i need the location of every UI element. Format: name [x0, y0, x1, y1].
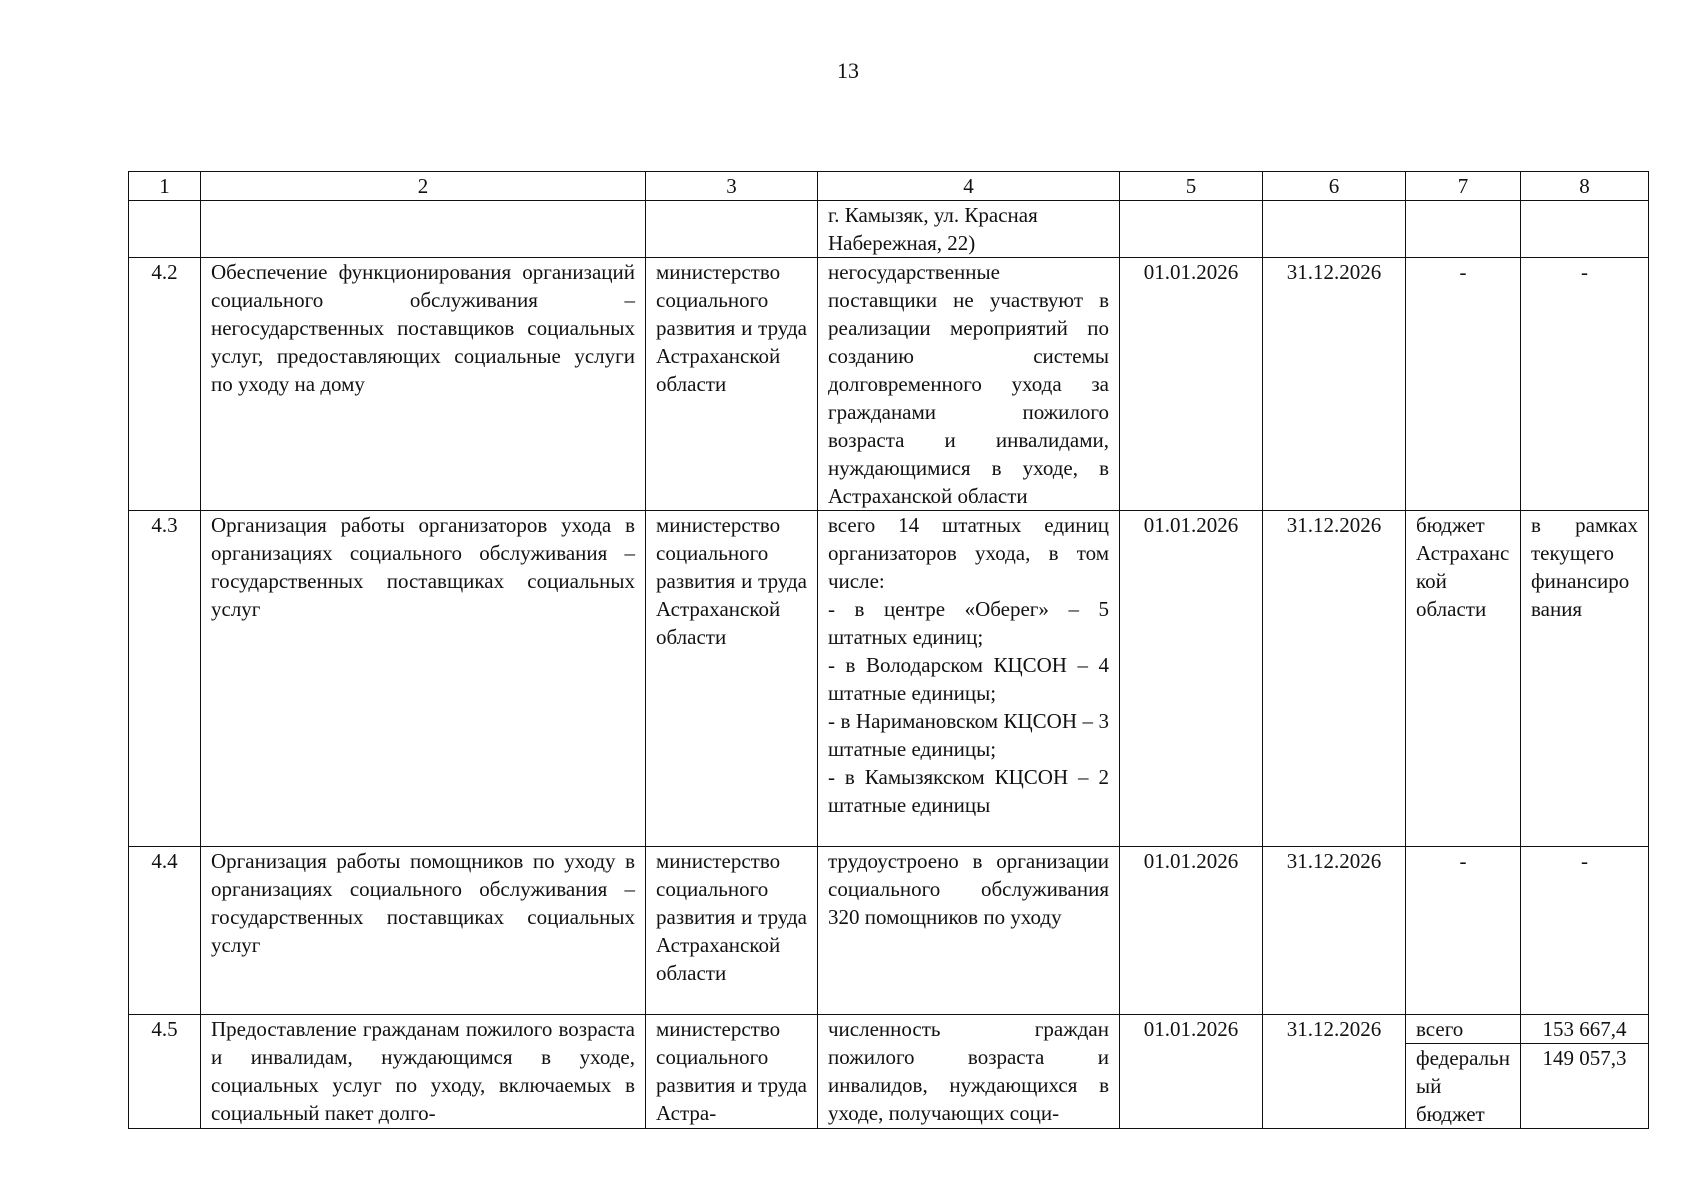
- row-number: 4.2: [129, 258, 201, 511]
- header-cell: 2: [201, 172, 646, 201]
- result-line: - в Наримановском КЦСОН – 3 штатные единицы;: [828, 709, 1109, 761]
- header-cell: 5: [1120, 172, 1263, 201]
- end-date: 31.12.2026: [1263, 258, 1406, 511]
- funding-source: [1406, 1015, 1521, 1129]
- funding-amount: -: [1521, 847, 1649, 1015]
- funding-amount: -: [1521, 258, 1649, 511]
- table-header-row: [129, 172, 1649, 201]
- result-line: - в центре «Оберег» – 5 штатных единиц;: [828, 597, 1109, 649]
- executor: министерство социального развития и труда Астра-: [646, 1015, 818, 1129]
- funding-amount: в рамках текущего финансирования: [1521, 511, 1649, 847]
- funding-source: бюджет Астраханской области: [1406, 511, 1521, 847]
- funding-source: [1406, 201, 1521, 258]
- table-row: [129, 258, 1649, 511]
- expected-result: негосударственные поставщики не участвуют в реализации мероприятий по созданию системы долговременного ухода за гражданами пожилого возраста и инвалидами, нуждающимися в уходе, в Астраханской области: [818, 258, 1120, 511]
- table-row: [129, 201, 1649, 258]
- executor: министерство социального развития и труда Астраханской области: [646, 847, 818, 1015]
- funding-amount: [1521, 201, 1649, 258]
- header-cell: 7: [1406, 172, 1521, 201]
- measure-name: Организация работы помощников по уходу в организациях социального обслуживания – государственных поставщиках социальных услуг: [201, 847, 646, 1015]
- header-cell: 3: [646, 172, 818, 201]
- start-date: 01.01.2026: [1120, 1015, 1263, 1129]
- funding-source: -: [1406, 847, 1521, 1015]
- funding-amount-federal: 149 057,3: [1542, 1046, 1627, 1070]
- table-row: [129, 511, 1649, 847]
- row-number: 4.3: [129, 511, 201, 847]
- measure-name: Предоставление гражданам пожилого возраста и инвалидам, нуждающимся в уходе, социальных услуг по уходу, включаемых в социальный пакет долго-: [201, 1015, 646, 1129]
- executor: министерство социального развития и труда Астраханской области: [646, 511, 818, 847]
- row-number: 4.4: [129, 847, 201, 1015]
- end-date: 31.12.2026: [1263, 847, 1406, 1015]
- expected-result: [818, 511, 1120, 847]
- start-date: 01.01.2026: [1120, 511, 1263, 847]
- end-date: 31.12.2026: [1263, 511, 1406, 847]
- funding-amount-total: 153 667,4: [1521, 1015, 1648, 1044]
- result-line: - в Володарском КЦСОН – 4 штатные единицы;: [828, 653, 1109, 705]
- start-date: 01.01.2026: [1120, 258, 1263, 511]
- funding-source-federal: федеральный бюджет: [1416, 1046, 1510, 1126]
- end-date: 31.12.2026: [1263, 1015, 1406, 1129]
- header-cell: 6: [1263, 172, 1406, 201]
- expected-result: трудоустроено в организации социального обслуживания 320 помощников по уходу: [818, 847, 1120, 1015]
- row-number: 4.5: [129, 1015, 201, 1129]
- start-date: [1120, 201, 1263, 258]
- result-line: всего 14 штатных единиц организаторов ухода, в том числе:: [828, 513, 1109, 593]
- start-date: 01.01.2026: [1120, 847, 1263, 1015]
- measures-table: [128, 171, 1649, 1129]
- end-date: [1263, 201, 1406, 258]
- page-number: 13: [837, 58, 859, 83]
- funding-source-total: всего: [1406, 1015, 1520, 1044]
- executor: [646, 201, 818, 258]
- measure-name: Организация работы организаторов ухода в организациях социального обслуживания – государственных поставщиках социальных услуг: [201, 511, 646, 847]
- result-line: Набережная, 22): [828, 231, 976, 255]
- header-cell: 4: [818, 172, 1120, 201]
- measure-name: [201, 201, 646, 258]
- header-cell: 8: [1521, 172, 1649, 201]
- table-row: [129, 847, 1649, 1015]
- funding-amount: [1521, 1015, 1649, 1129]
- row-number: [129, 201, 201, 258]
- executor: министерство социального развития и труда Астраханской области: [646, 258, 818, 511]
- expected-result: численность граждан пожилого возраста и инвалидов, нуждающихся в уходе, получающих соци-: [818, 1015, 1120, 1129]
- result-line: г. Камызяк, ул. Красная: [828, 203, 1038, 227]
- expected-result: [818, 201, 1120, 258]
- table-row: [129, 1015, 1649, 1129]
- header-cell: 1: [129, 172, 201, 201]
- measure-name: Обеспечение функционирования организаций социального обслуживания – негосударственных поставщиков социальных услуг, предоставляющих социальные услуги по уходу на дому: [201, 258, 646, 511]
- funding-source: -: [1406, 258, 1521, 511]
- result-line: - в Камызякском КЦСОН – 2 штатные единицы: [828, 765, 1109, 817]
